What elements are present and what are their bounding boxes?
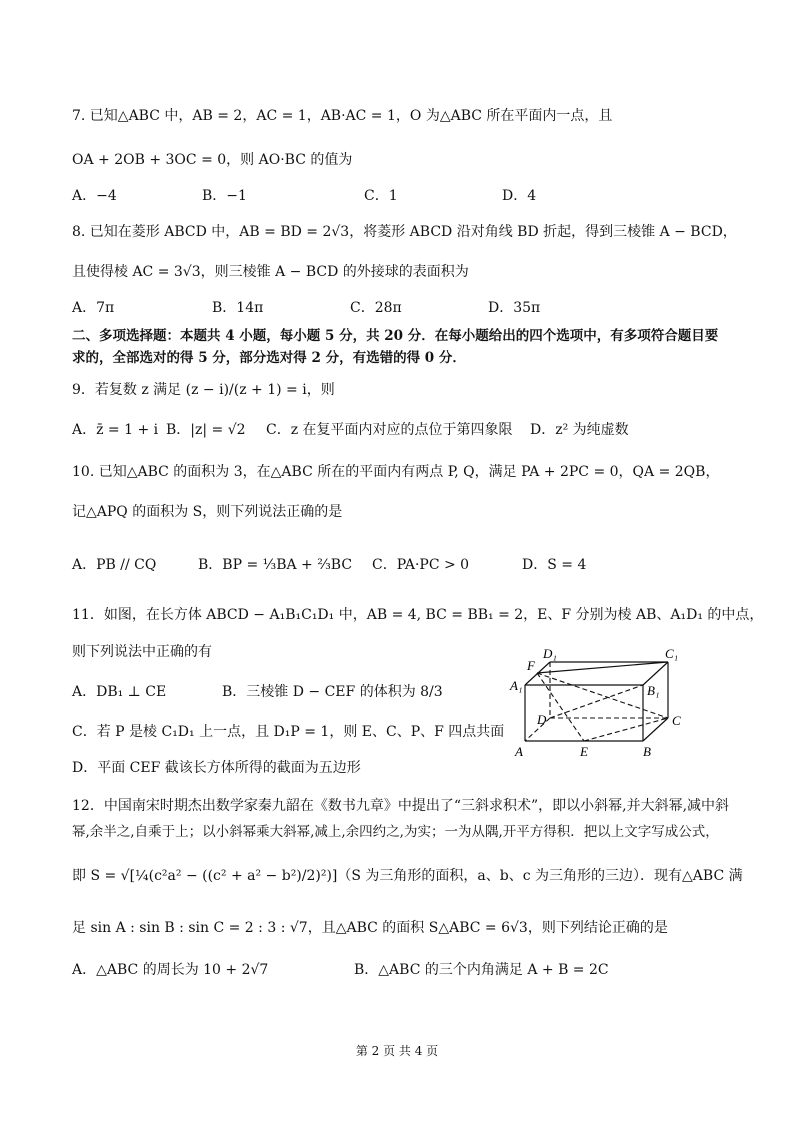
q7-option-d: D．4 bbox=[502, 188, 537, 204]
label-D: D bbox=[537, 712, 547, 727]
label-E: E bbox=[580, 744, 588, 759]
q9-option-d: D．z² 为纯虚数 bbox=[530, 422, 629, 438]
label-F: F bbox=[527, 658, 535, 673]
q8-option-d: D．35π bbox=[488, 300, 541, 316]
q8-option-a: A．7π bbox=[72, 300, 115, 316]
q9-stem: 9．若复数 z 满足 (z − i)/(z + 1) = i，则 bbox=[72, 382, 335, 398]
label-B: B bbox=[643, 744, 651, 759]
q12-option-b: B．△ABC 的三个内角满足 A + B = 2C bbox=[354, 962, 609, 978]
q7-option-c: C．1 bbox=[364, 188, 398, 204]
q11-stem-line2: 则下列说法中正确的有 bbox=[72, 644, 212, 660]
q8-option-b: B．14π bbox=[212, 300, 264, 316]
q10-option-c: C．PA·PC > 0 bbox=[372, 557, 470, 573]
label-A: A bbox=[515, 744, 523, 759]
q12-stem-line1: 12．中国南宋时期杰出数学家秦九韶在《数书九章》中提出了“三斜求积术”，即以小斜幂,并大斜幂,减中斜 bbox=[72, 798, 730, 814]
q9-option-a: A．z̄ = 1 + i bbox=[72, 422, 159, 438]
page-footer: 第 2 页 共 4 页 bbox=[355, 1044, 439, 1058]
label-A1: A₁ bbox=[510, 678, 523, 693]
cuboid-figure bbox=[505, 645, 705, 763]
q8-stem-line1: 8. 已知在菱形 ABCD 中，AB = BD = 2√3，将菱形 ABCD 沿对角线 BD 折起，得到三棱锥 A − BCD， bbox=[72, 224, 737, 240]
label-C1: C₁ bbox=[665, 646, 679, 661]
section2-heading-line1: 二、多项选择题：本题共 4 小题，每小题 5 分，共 20 分．在每小题给出的四个选项中，有多项符合题目要 bbox=[72, 328, 719, 344]
q7-stem-line1: 7. 已知△ABC 中，AB = 2，AC = 1，AB·AC = 1，O 为△ABC 所在平面内一点，且 bbox=[72, 108, 613, 124]
q12-stem-line3: 即 S = √[¼(c²a² − ((c² + a² − b²)/2)²)]（S 为三角形的面积，a、b、c 为三角形的三边）．现有△ABC 满 bbox=[72, 868, 743, 884]
q10-option-b: B．BP = ⅓BA + ⅔BC bbox=[198, 557, 353, 573]
q10-stem-line2: 记△APQ 的面积为 S，则下列说法正确的是 bbox=[72, 504, 343, 520]
q10-option-a: A．PB // CQ bbox=[72, 557, 157, 573]
q8-option-c: C．28π bbox=[350, 300, 402, 316]
label-D1: D₁ bbox=[543, 646, 557, 661]
q10-stem-line1: 10. 已知△ABC 的面积为 3，在△ABC 所在的平面内有两点 P, Q，满足 PA + 2PC = 0，QA = 2QB， bbox=[72, 464, 720, 480]
q12-stem-line4: 足 sin A : sin B : sin C = 2 : 3 : √7，且△ABC 的面积 S△ABC = 6√3，则下列结论正确的是 bbox=[72, 920, 668, 936]
q11-option-b: B．三棱锥 D − CEF 的体积为 8/3 bbox=[222, 684, 443, 700]
q12-option-a: A．△ABC 的周长为 10 + 2√7 bbox=[72, 962, 269, 978]
q7-option-a: A．−4 bbox=[72, 188, 117, 204]
q11-option-a: A．DB₁ ⊥ CE bbox=[72, 684, 167, 700]
label-B1: B₁ bbox=[647, 683, 660, 698]
q9-option-c: C．z 在复平面内对应的点位于第四象限 bbox=[266, 422, 513, 438]
q7-option-b: B．−1 bbox=[202, 188, 247, 204]
q11-stem-line1: 11．如图，在长方体 ABCD − A₁B₁C₁D₁ 中，AB = 4, BC = BB₁ = 2，E、F 分别为棱 AB、A₁D₁ 的中点， bbox=[72, 607, 764, 623]
section2-heading-line2: 求的，全部选对的得 5 分，部分选对得 2 分，有选错的得 0 分． bbox=[72, 350, 466, 366]
label-C: C bbox=[672, 713, 681, 728]
q7-stem-line2: OA + 2OB + 3OC = 0，则 AO·BC 的值为 bbox=[72, 152, 353, 168]
q11-option-c: C．若 P 是棱 C₁D₁ 上一点，且 D₁P = 1，则 E、C、P、F 四点共面 bbox=[72, 724, 505, 740]
q11-option-d: D．平面 CEF 截该长方体所得的截面为五边形 bbox=[72, 760, 361, 776]
q9-option-b: B．|z| = √2 bbox=[166, 422, 246, 438]
q10-option-d: D．S = 4 bbox=[522, 557, 587, 573]
q8-stem-line2: 且使得棱 AC = 3√3，则三棱锥 A − BCD 的外接球的表面积为 bbox=[72, 264, 469, 280]
q12-stem-line2: 幂,余半之,自乘于上；以小斜幂乘大斜幂,减上,余四约之,为实；一为从隅,开平方得积．把以上文字写成公式， bbox=[72, 824, 719, 840]
